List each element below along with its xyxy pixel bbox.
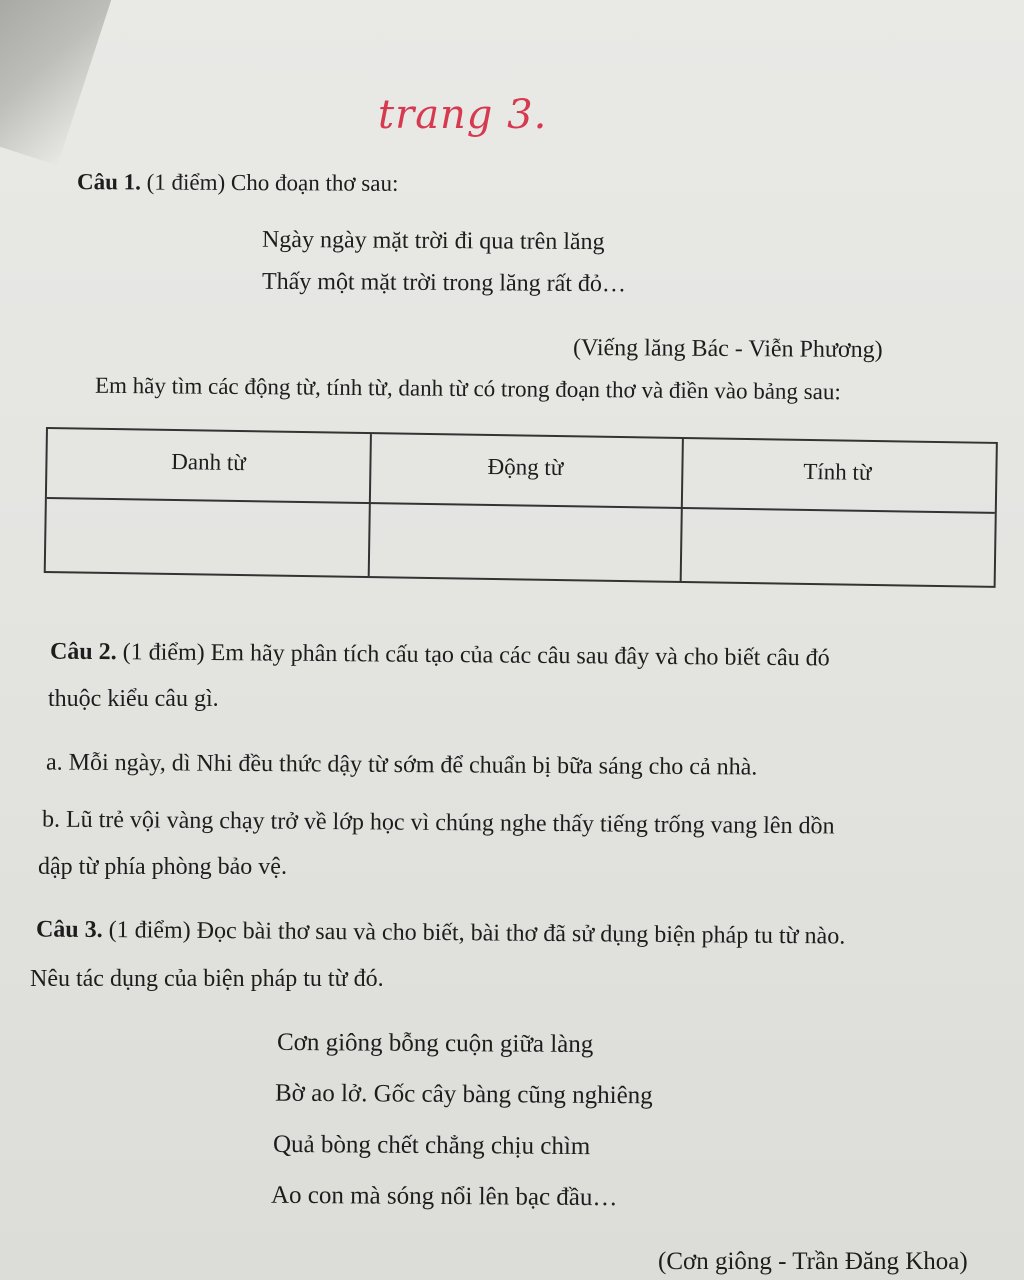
- q3-poem-source: (Cơn giông - Trần Đăng Khoa): [658, 1248, 968, 1275]
- q1-poem-line-1: Ngày ngày mặt trời đi qua trên lăng: [261, 226, 605, 256]
- q1-heading: [77, 169, 399, 197]
- word-classification-table: [44, 427, 998, 588]
- table-header-tinh-tu: Tính từ: [803, 458, 872, 485]
- q3-poem-line-4: Ao con mà sóng nổi lên bạc đầu…: [270, 1181, 618, 1212]
- q3-text-line-1: Đọc bài thơ sau và cho biết, bài thơ đã sử dụng biện pháp tu từ nào.: [196, 917, 846, 950]
- q2-text-line-1: Em hãy phân tích cấu tạo của các câu sau đây và cho biết câu đó: [210, 640, 830, 672]
- table-header-danh-tu: Danh từ: [171, 448, 246, 476]
- q3-points: (1 điểm): [108, 917, 191, 944]
- q1-poem-source: (Viếng lăng Bác - Viễn Phương): [572, 334, 883, 364]
- q2-sentence-b-line-2: dập từ phía phòng bảo vệ.: [38, 854, 287, 880]
- q2-label: Câu 2.: [49, 638, 117, 666]
- q2-points: (1 điểm): [122, 639, 205, 666]
- q2-sentence-b-line-1: b. Lũ trẻ vội vàng chạy trở về lớp học vì chúng nghe thấy tiếng trống vang lên dồn: [41, 806, 835, 840]
- q2-heading: [50, 639, 830, 673]
- table-header-dong-tu: Động từ: [487, 453, 564, 481]
- q1-points: (1 điểm): [146, 169, 226, 195]
- page-corner-shadow: [0, 0, 116, 165]
- q3-poem-line-3: Quả bòng chết chẳng chịu chìm: [272, 1130, 591, 1161]
- q2-text-line-2: thuộc kiểu câu gì.: [48, 686, 219, 712]
- q1-text: Cho đoạn thơ sau:: [230, 169, 399, 196]
- table-header-divider: [47, 497, 995, 514]
- q3-text-line-2: Nêu tác dụng của biện pháp tu từ đó.: [30, 966, 384, 992]
- q3-heading: [36, 916, 845, 950]
- q3-poem-line-2: Bờ ao lở. Gốc cây bàng cũng nghiêng: [274, 1079, 653, 1110]
- q1-poem-line-2: Thấy một mặt trời trong lăng rất đỏ…: [261, 268, 627, 298]
- q1-instruction: Em hãy tìm các động từ, tính từ, danh từ có trong đoạn thơ và điền vào bảng sau:: [94, 372, 841, 405]
- handwritten-page-note: trang 3.: [378, 92, 548, 138]
- q2-sentence-a: a. Mỗi ngày, dì Nhi đều thức dậy từ sớm để chuẩn bị bữa sáng cho cả nhà.: [45, 749, 758, 781]
- q1-label: Câu 1.: [76, 169, 141, 195]
- q3-label: Câu 3.: [35, 916, 103, 944]
- q3-poem-line-1: Cơn giông bỗng cuộn giữa làng: [276, 1028, 594, 1059]
